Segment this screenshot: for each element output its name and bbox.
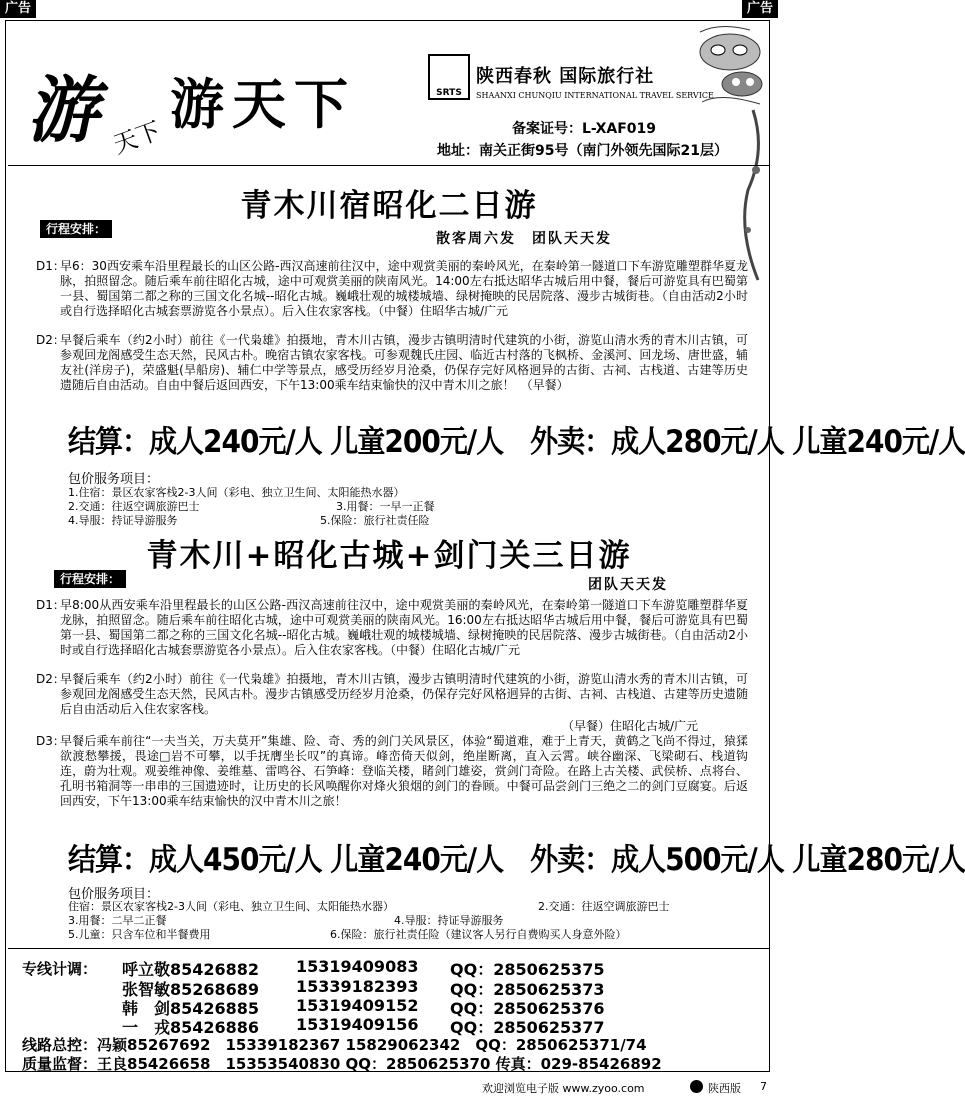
tour2-day1 [36, 598, 748, 658]
agency-name-en: SHAANXI CHUNQIU INTERNATIONAL TRAVEL SERVICE [476, 91, 714, 100]
registration-number: 备案证号：L-XAF019 [512, 121, 657, 137]
tour1-service-item: 4.导服：持证导游服务 [68, 514, 178, 527]
tour2-day3 [36, 734, 748, 809]
tour2-title: 青木川+昭化古城+剑门关三日游 [146, 538, 632, 574]
tour1-schedule-label: 行程安排： [40, 220, 112, 238]
day-text: 早8:00从西安乘车沿里程最长的山区公路-西汉高速前往汉中，途中观赏美丽的秦岭风光，在秦岭第一隧道口下车游览雕塑群华夏龙脉，拍照留念。随后乘车前往昭化古城，途中可观赏美丽的陕南风光。16:00左右抵达昭华古城后用中餐，餐后可游览具有巴蜀第一县、蜀国第二都之称的三国文化名城--昭化古城。巍峨壮观的城楼城墙、绿树掩映的民居院落、漫步古城街巷。（自由活动2小时或自行选择昭化古城套票游览各小景点）。后入住农家客栈。（中餐）住昭化古城/广元 [60, 598, 748, 657]
day-label: D1： [36, 259, 65, 273]
contact-name: 呼立敬85426882 [122, 960, 260, 979]
day-text: 早餐后乘车前往“一夫当关，万夫莫开”集雄、险、奇、秀的剑门关风景区，体验“蜀道难，难于上青天，黄鹤之飞尚不得过，猿猱欲渡愁攀援，畏途□岩不可攀，以手抚膺坐长叹”的真谛。峰峦倚天似剑，绝崖断离，直入云霄。峡谷幽深、飞梁砌石、栈道钩连，蔚为壮观。观姜维神像、姜维墓、雷鸣谷、石笋峰：登临关楼，睹剑门雄姿，赏剑门奇险。在路上古关楼、武侯桥、点将台、孔明书箱洞等一串串的三国遗迹时，让历史的长风唤醒你对烽火狼烟的剑门的眷顾。中餐可品尝剑门三绝之二的剑门豆腐宴。后返回西安，下午13:00乘车结束愉快的汉中青木川之旅！ [60, 734, 748, 808]
tour2-service-item: 3.用餐：二早二正餐 [68, 914, 167, 927]
tour1-title: 青木川宿昭化二日游 [240, 188, 538, 224]
tour2-service-item: 2.交通：往返空调旅游巴士 [538, 900, 670, 913]
contact-qq: QQ：2850625373 [450, 980, 605, 999]
agency-name: 陕西春秋 国际旅行社 [476, 66, 655, 87]
tour1-service-item: 3.用餐：一早一正餐 [336, 500, 435, 513]
contacts-label: 专线计调： [22, 960, 98, 978]
tour2-departure: 团队天天发 [588, 577, 668, 593]
agency-logo [428, 54, 470, 100]
page-number: 7 [760, 1080, 767, 1093]
agency-address: 地址：南关正街95号（南门外领先国际21层） [437, 143, 728, 159]
tour1-service-item: 5.保险：旅行社责任险 [320, 514, 430, 527]
tour2-service-item: 5.儿童：只含车位和半餐费用 [68, 928, 211, 941]
tour1-price: 结算：成人240元/人 儿童200元/人 外卖：成人280元/人 儿童240元/人 [68, 423, 965, 460]
tour1-services-title: 包价服务项目： [68, 472, 160, 487]
tour1-departure: 散客周六发 团队天天发 [436, 231, 612, 247]
calligraphy-logo: 游 [23, 67, 108, 152]
header-divider [8, 165, 770, 166]
agency-logo-text: SRTS [436, 88, 462, 98]
globe-icon [690, 1080, 703, 1093]
contact-mobile: 15319409083 [296, 957, 419, 976]
ad-tag-left: 广告 [0, 0, 36, 18]
tour2-service-item: 4.导服：持证导游服务 [394, 914, 504, 927]
tour2-day2-meal: （早餐）住昭化古城/广元 [562, 719, 699, 733]
day-text: 早6：30西安乘车沿里程最长的山区公路-西汉高速前往汉中，途中观赏美丽的秦岭风光，在秦岭第一隧道口下车游览雕塑群华夏龙脉，拍照留念。随后乘车前往昭化古城，途中可观赏美丽的陕南风光。14:00左右抵达昭华古城后用中餐，餐后可游览具有巴蜀第一县、蜀国第二都之称的三国文化名城--昭化古城。巍峨壮观的城楼城墙、绿树掩映的民居院落、漫步古城街巷。（自由活动2小时或自行选择昭化古城套票游览各小景点）。后入住农家客栈。（中餐）住昭华古城/广元 [60, 259, 748, 318]
contact-mobile: 15339182393 [296, 977, 419, 996]
tour2-price: 结算：成人450元/人 儿童240元/人 外卖：成人500元/人 儿童280元/人 [68, 841, 965, 878]
tour2-services-title: 包价服务项目： [68, 887, 160, 902]
day-label: D1： [36, 598, 65, 612]
tour2-day2 [36, 672, 748, 717]
mask-decoration-icon [690, 22, 768, 108]
tour1-day1 [36, 259, 748, 319]
footer-website[interactable]: 欢迎浏览电子版 www.zyoo.com [482, 1082, 645, 1095]
contact-name: 韩 剑85426885 [122, 999, 260, 1018]
contact-mobile: 15319409152 [296, 996, 419, 1015]
tour2-service-item: 住宿：景区农家客栈2-3人间（彩电、独立卫生间、太阳能热水器） [68, 900, 394, 913]
day-label: D2： [36, 333, 65, 347]
contacts-divider [8, 948, 770, 949]
contact-name: 张智敏85268689 [122, 980, 260, 999]
tour1-service-item: 2.交通：往返空调旅游巴士 [68, 500, 200, 513]
day-label: D2： [36, 672, 65, 686]
page-title: 游天下 [170, 72, 356, 136]
calligraphy-logo-small: 天下 [109, 116, 165, 160]
footer-edition: 陕西版 [708, 1082, 741, 1095]
contact-mobile: 15319409156 [296, 1015, 419, 1034]
day-text: 早餐后乘车（约2小时）前往《一代枭雄》拍摄地，青木川古镇，漫步古镇明清时代建筑的小街，游览山清水秀的青木川古镇，可参观回龙阁感受生态天然，民风古朴。晚宿古镇农家客栈。可参观魏氏庄园、临近古村落的飞枫桥、金溪河、回龙场、唐世盛，辅友社(洋房子)，荣盛魁(旱船房)、辅仁中学等景点，感受历经岁月沧桑，仍保存完好风格迥异的古街、古祠、古栈道、古建等历史遗随后自由活动。自由中餐后返回西安，下午13:00乘车结束愉快的汉中青木川之旅！ （早餐） [60, 333, 748, 392]
tour2-service-item: 6.保险：旅行社责任险（建议客人另行自费购买人身意外险） [330, 928, 627, 941]
quality-supervision: 质量监督：王良85426658 15353540830 QQ：2850625370 传真：029-85426892 [22, 1055, 662, 1073]
day-label: D3： [36, 734, 65, 748]
ad-tag-right: 广告 [742, 0, 778, 18]
line-control: 线路总控：冯颖85267692 15339182367 15829062342 QQ：2850625371/74 [22, 1036, 647, 1054]
day-text: 早餐后乘车（约2小时）前往《一代枭雄》拍摄地，青木川古镇，漫步古镇明清时代建筑的小街，游览山清水秀的青木川古镇，可参观回龙阁感受生态天然，民风古朴。漫步古镇感受历经岁月沧桑，仍保存完好风格迥异的古街、古祠、古栈道、古建等历史遗随后自由活动后入住农家客栈。 [60, 672, 748, 716]
tour2-schedule-label: 行程安排： [54, 570, 126, 588]
contact-qq: QQ：2850625375 [450, 960, 605, 979]
contact-qq: QQ：2850625376 [450, 999, 605, 1018]
contact-qq: QQ：2850625377 [450, 1018, 605, 1037]
tour1-day2 [36, 333, 748, 393]
contact-name: 一 戎85426886 [122, 1018, 260, 1037]
tour1-service-item: 1.住宿：景区农家客栈2-3人间（彩电、独立卫生间、太阳能热水器） [68, 486, 405, 499]
